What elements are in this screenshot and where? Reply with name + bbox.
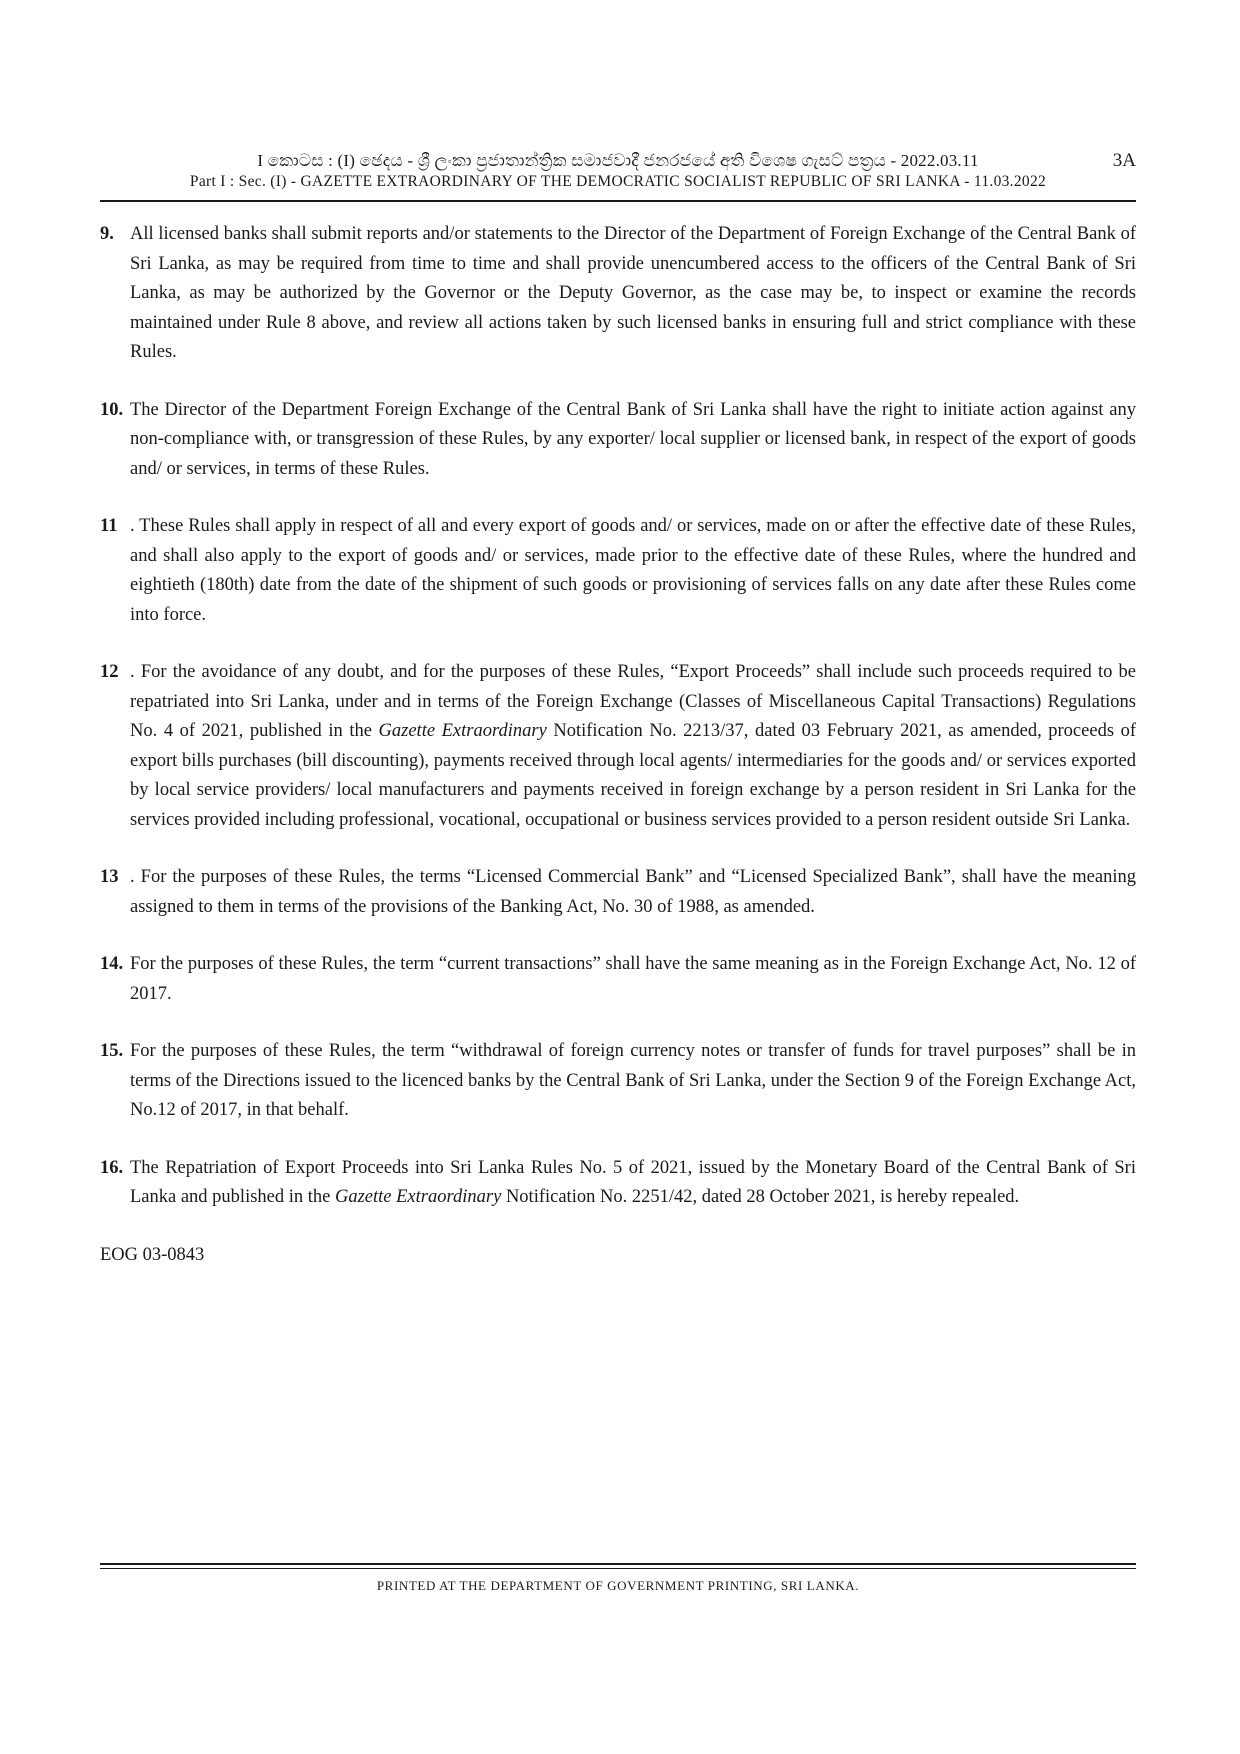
- footer-divider-thick: [100, 1563, 1136, 1565]
- clause-text: . For the purposes of these Rules, the terms “Licensed Commercial Bank” and “Licensed Specialized Bank”, shall have the meaning assigned to them in terms of the provisions of the Banking Act, No. 30 of 1988, as amended.: [130, 867, 1136, 917]
- header-divider: [100, 200, 1136, 202]
- header-english-line: Part I : Sec. (I) - GAZETTE EXTRAORDINARY OF THE DEMOCRATIC SOCIALIST REPUBLIC OF SRI LANKA - 11.03.2022: [189, 173, 1047, 190]
- clause-12: [100, 658, 1136, 835]
- clause-16: [100, 1154, 1136, 1213]
- clause-number: 10.: [100, 399, 124, 420]
- clause-9: [100, 220, 1136, 368]
- clause-10: [100, 396, 1136, 485]
- page-header: [100, 150, 1136, 192]
- clause-text: For the purposes of these Rules, the term “withdrawal of foreign currency notes or transfer of funds for travel purposes” shall be in terms of the Directions issued to the licenced banks by the Central Bank of Sri Lanka, under the Section 9 of the Foreign Exchange Act, No.12 of 2017, in that behalf.: [130, 1041, 1136, 1120]
- clause-text: All licensed banks shall submit reports and/or statements to the Director of the Department of Foreign Exchange of the Central Bank of Sri Lanka, as may be required from time to time and shall provide unencumbered access to the officers of the Central Bank of Sri Lanka, as may be authorized by the Governor or the Deputy Governor, as the case may be, to inspect or examine the records maintained under Rule 8 above, and review all actions taken by such licensed banks in ensuring full and strict compliance with these Rules.: [130, 224, 1136, 362]
- clause-text: [130, 658, 1136, 835]
- document-body: [100, 220, 1136, 1270]
- reference-code: EOG 03-0843: [100, 1244, 205, 1265]
- clause-number: 14.: [100, 954, 124, 974]
- clause-number: 13: [100, 867, 119, 887]
- clause-text: The Director of the Department Foreign Exchange of the Central Bank of Sri Lanka shall have the right to initiate action against any non-compliance with, or transgression of these Rules, by any exporter/ local supplier or licensed bank, in respect of the export of goods and/ or services, in terms of these Rules.: [130, 399, 1136, 479]
- footer-divider-thin: [100, 1568, 1136, 1569]
- gazette-title-italic: Gazette Extraordinary: [378, 721, 547, 741]
- clause-number: 15.: [100, 1041, 124, 1061]
- clause-text-part: . For the avoidance of any doubt, and for the purposes of these Rules, “Export Proceeds” shall include such proceeds required to be repatriated into Sri Lanka, under and in terms of the Foreign Exchange (Classes of Miscellaneous Capital Transactions) Regulations No. 4 of 2021, published in the: [130, 662, 1136, 741]
- printer-line: PRINTED AT THE DEPARTMENT OF GOVERNMENT PRINTING, SRI LANKA.: [376, 1578, 860, 1593]
- clause-text-part: Notification No. 2213/37, dated 03 February 2021, as amended, proceeds of export bills purchases (bill discounting), payments received through local agents/ intermediaries for the goods and/ or services exported by local service providers/ local manufacturers and payments received in foreign exchange by a person resident in Sri Lanka for the services provided including professional, vocational, occupational or business services provided to a person resident outside Sri Lanka.: [130, 721, 1137, 830]
- clause-13: [100, 863, 1136, 922]
- gazette-title-italic: Gazette Extraordinary: [335, 1187, 502, 1207]
- clause-number: 9.: [100, 224, 114, 244]
- clause-text-part: The Repatriation of Export Proceeds into Sri Lanka Rules No. 5 of 2021, issued by the Monetary Board of the Central Bank of Sri Lanka and published in the: [130, 1157, 1136, 1207]
- clause-number: 11: [100, 516, 118, 536]
- header-sinhala-line: I කොටස : (I) ඡෙදය - ශ්‍රී ලංකා ප්‍රජාතාන්ත්‍රික සමාජවාදී ජනරජයේ අති විශෙෂ ගැසට් පත්‍රය - 2022.03.11: [257, 151, 979, 170]
- clause-number: 16.: [100, 1157, 124, 1178]
- clause-text: For the purposes of these Rules, the term “current transactions” shall have the same meaning as in the Foreign Exchange Act, No. 12 of 2017.: [130, 954, 1136, 1004]
- clause-14: [100, 950, 1136, 1009]
- page-number: 3A: [1112, 150, 1136, 171]
- clause-text: [130, 1154, 1136, 1213]
- clause-number: 12: [100, 662, 119, 682]
- clause-11: [100, 512, 1136, 630]
- clause-text: . These Rules shall apply in respect of all and every export of goods and/ or services, made on or after the effective date of these Rules, and shall also apply to the export of goods and/ or services, made prior to the effective date of these Rules, where the hundred and eightieth (180th) date from the date of the shipment of such goods or provisioning of services falls on any date after these Rules come into force.: [130, 516, 1136, 625]
- clause-text-part: Notification No. 2251/42, dated 28 October 2021, is hereby repealed.: [501, 1187, 1020, 1207]
- clause-15: [100, 1037, 1136, 1126]
